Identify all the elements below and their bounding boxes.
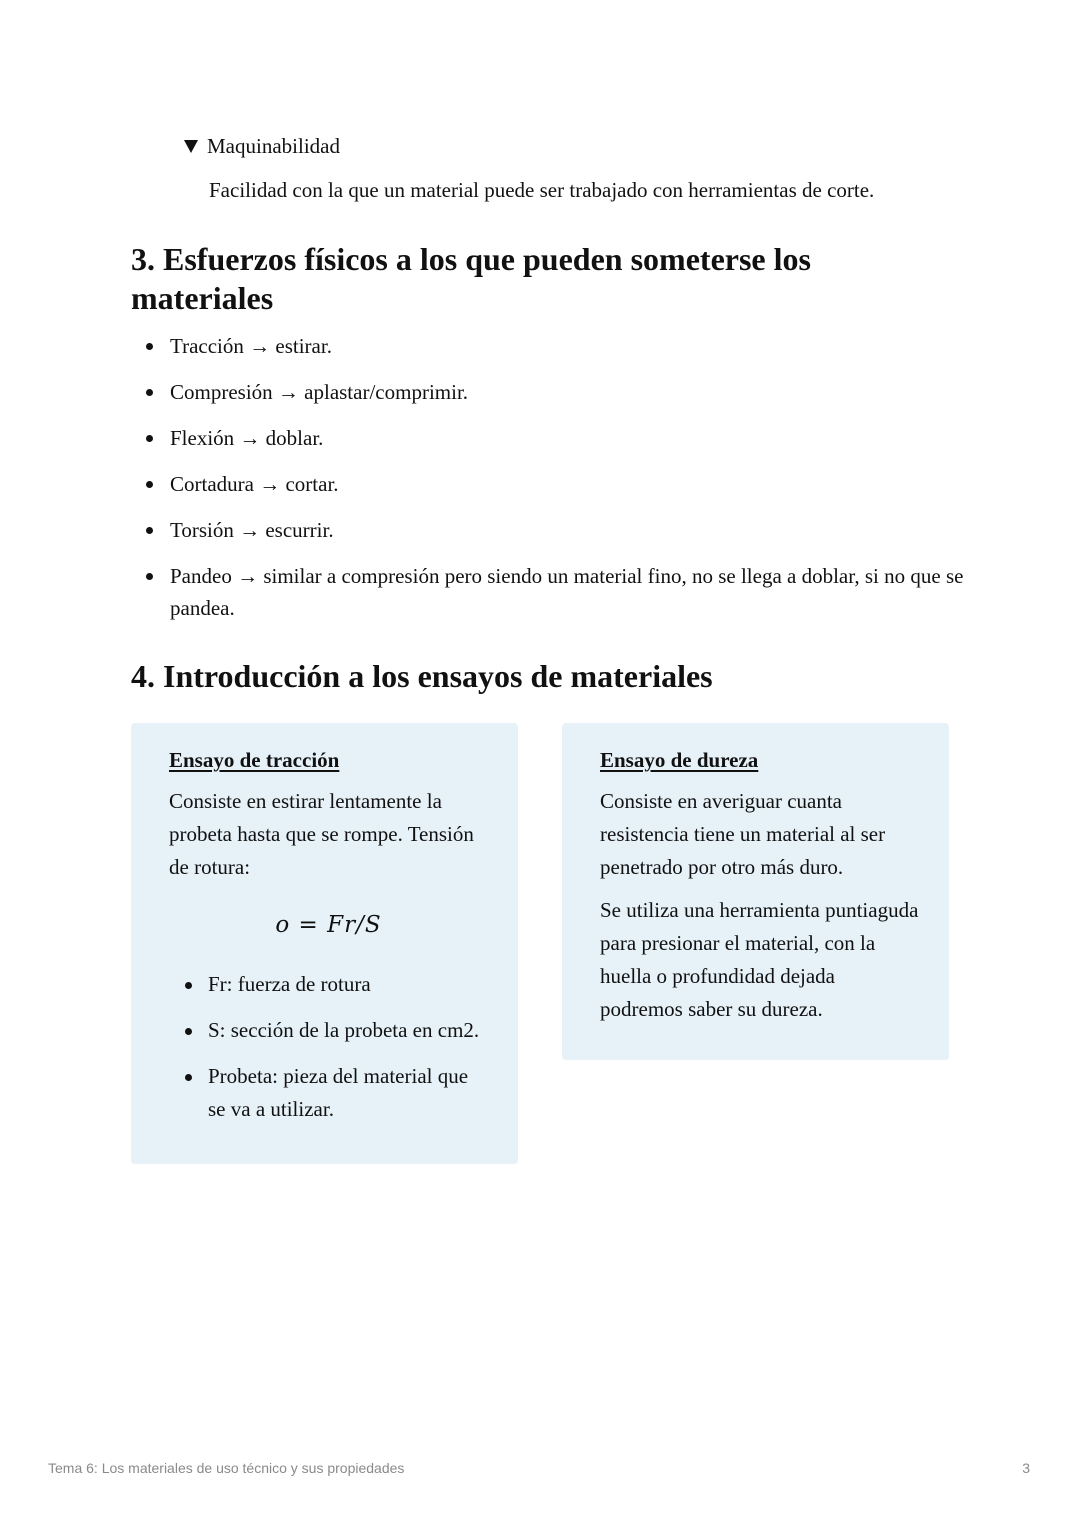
callout-ensayo-dureza [562, 723, 949, 1060]
list-item: Tracción → estirar. [170, 330, 990, 362]
list-item: Cortadura → cortar. [170, 468, 990, 500]
triangle-down-icon[interactable] [184, 140, 198, 153]
callout-text: Consiste en averiguar cuanta resistencia tiene un material al ser penetrado por otro más duro. [600, 789, 886, 879]
list-item: Flexión → doblar. [170, 422, 990, 454]
list-item: Fr: fuerza de rotura [208, 968, 488, 1001]
list-item: Probeta: pieza del material que se va a utilizar. [208, 1060, 488, 1126]
section-4-heading: 4. Introducción a los ensayos de materiales [131, 658, 713, 694]
stress-list [131, 330, 990, 638]
list-item: S: sección de la probeta en cm2. [208, 1014, 488, 1047]
page-number: 3 [1022, 1460, 1030, 1476]
section-3-heading: 3. Esfuerzos físicos a los que pueden someterse los materiales [131, 241, 811, 316]
callout-title: Ensayo de tracción [169, 748, 340, 772]
toggle-content: Facilidad con la que un material puede ser trabajado con herramientas de corte. [209, 178, 875, 202]
callout-text: Consiste en estirar lentamente la probeta hasta que se rompe. Tensión de rotura: [169, 789, 474, 879]
callout-text: Se utiliza una herramienta puntiaguda para presionar el material, con la huella o profundidad dejada podremos saber su dureza. [600, 898, 919, 1021]
callout-title: Ensayo de dureza [600, 748, 759, 772]
callout-list [169, 968, 488, 1126]
toggle-label: Maquinabilidad [207, 134, 340, 158]
footer-title: Tema 6: Los materiales de uso técnico y sus propiedades [48, 1460, 405, 1476]
list-item: Pandeo → similar a compresión pero siendo un material fino, no se llega a doblar, si no que se pandea. [170, 560, 990, 624]
toggle-maquinabilidad [184, 131, 964, 205]
callout-ensayo-traccion [131, 723, 518, 1164]
list-item: Compresión → aplastar/comprimir. [170, 376, 990, 408]
formula: o = Fr/S [275, 912, 382, 938]
list-item: Torsión → escurrir. [170, 514, 990, 546]
toggle-header[interactable] [184, 131, 964, 161]
